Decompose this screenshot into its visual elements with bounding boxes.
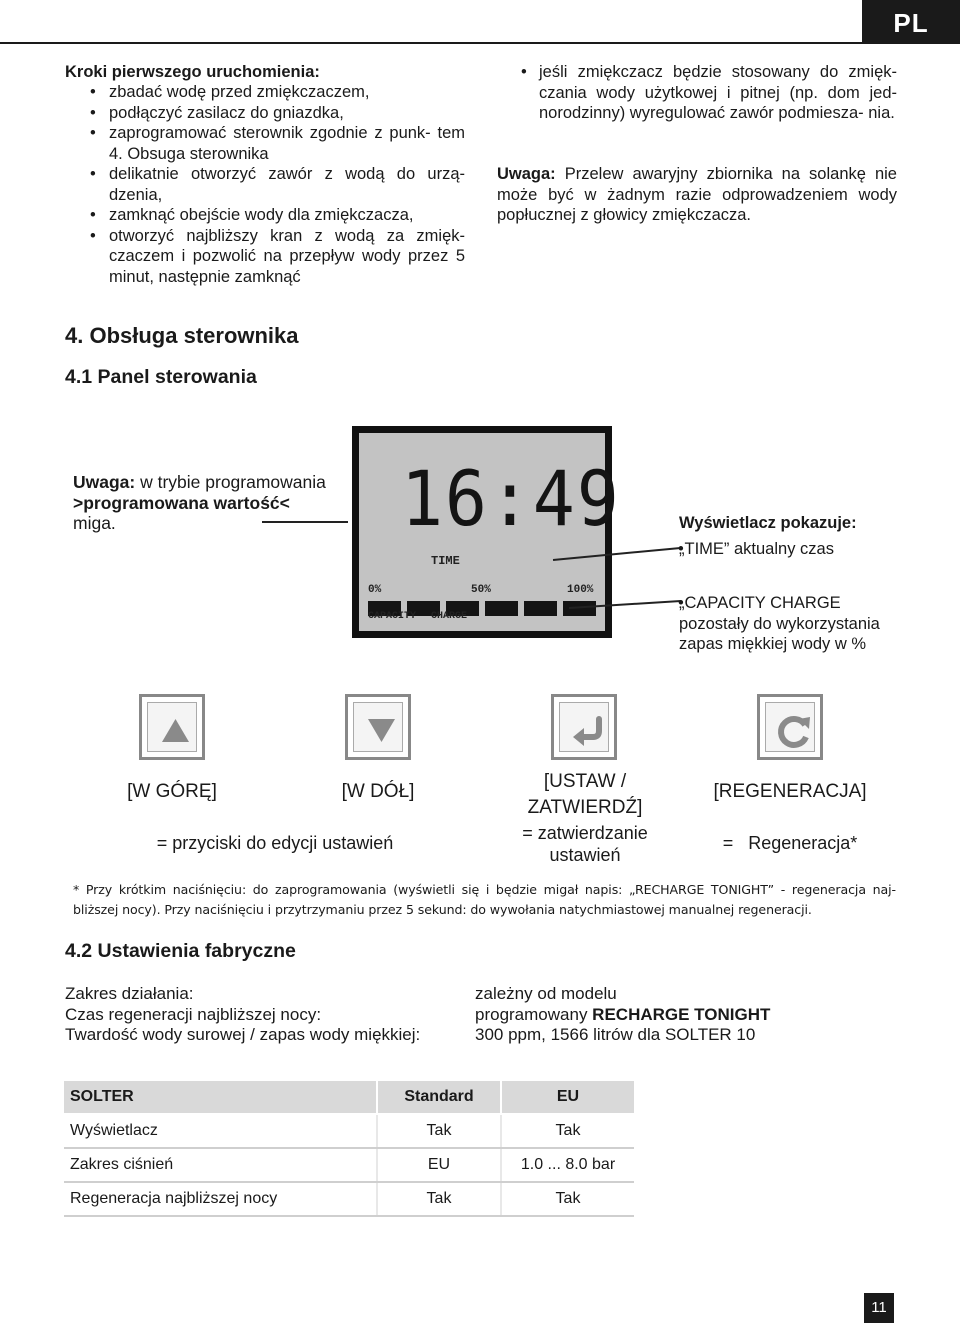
capacity-segment — [524, 601, 557, 616]
capacity-segment — [485, 601, 518, 616]
table-header: EU — [501, 1081, 634, 1114]
set-confirm-button[interactable] — [551, 694, 617, 760]
lcd-percent-100: 100% — [567, 584, 594, 596]
lcd-percent-0: 0% — [368, 584, 382, 596]
list-item: • zbadać wodę przed zmiękczaczem, — [65, 82, 465, 103]
up-triangle-icon — [148, 703, 204, 759]
note-text-bold: >programowana wartość< — [73, 492, 290, 513]
programming-note — [73, 472, 326, 534]
desc-line: ustawień — [549, 845, 621, 865]
first-run-title: Kroki pierwszego uruchomienia: — [65, 63, 320, 81]
page-number: 11 — [864, 1293, 894, 1323]
callout-line — [262, 521, 348, 523]
footnote: * Przy krótkim naciśnięciu: do zaprogramowania (wyświetli się i będzie migał napis: „RECHARGE TONIGHT” - regeneracja naj- bliższej nocy). Przy naciśnięciu i przytrzymaniu przez 5 sekund: do wywołania natychmiastowej manualnej regeneracji. — [73, 882, 896, 917]
up-button[interactable] — [139, 694, 205, 760]
note-text: Przelew awaryjny zbiornika na solankę nie może być w żadnym razie odprowadzeniem wody popłucznej z głowicy zmiękczacza. — [497, 165, 897, 224]
lcd-charge-label: CHARGE — [431, 611, 468, 622]
language-tab: PL — [862, 0, 960, 44]
enter-return-icon — [560, 703, 616, 759]
setting-value-bold: RECHARGE TONIGHT — [592, 1004, 771, 1024]
lcd-time-label: TIME — [431, 554, 460, 568]
set-button-label — [500, 769, 670, 821]
table-cell: 1.0 ... 8.0 bar — [501, 1148, 634, 1182]
subsection-title: 4.1 Panel sterowania — [65, 366, 257, 388]
table-cell: Wyświetlacz — [64, 1114, 377, 1148]
display-shows-list — [653, 539, 903, 560]
capacity-segment — [563, 601, 596, 616]
list-item: • „TIME” aktualny czas — [653, 539, 903, 560]
table-cell: Tak — [377, 1182, 501, 1216]
lcd-capacity-label: CAPACITY — [368, 611, 417, 622]
first-run-list — [65, 82, 465, 287]
table-row — [64, 1114, 634, 1148]
section-title: 4. Obsługa sterownika — [65, 323, 299, 348]
table-cell: Zakres ciśnień — [64, 1148, 377, 1182]
lcd-percent-50: 50% — [471, 584, 491, 596]
first-run-list-continued — [497, 62, 897, 124]
table-row — [64, 1182, 634, 1216]
up-button-label: [W GÓRĘ] — [127, 781, 217, 802]
setting-label: Zakres działania: — [65, 984, 194, 1003]
setting-value: programowany — [475, 1004, 593, 1024]
factory-labels — [65, 984, 420, 1046]
factory-values — [475, 984, 770, 1046]
table-cell: EU — [377, 1148, 501, 1182]
lcd-time: 16:49 — [401, 454, 621, 543]
factory-settings-title: 4.2 Ustawienia fabryczne — [65, 940, 296, 962]
regeneration-description: = Regeneracja* — [722, 833, 858, 853]
list-item: • delikatnie otworzyć zawór z wodą do urzą- dzenia, — [65, 164, 465, 205]
note-text: miga. — [73, 513, 116, 533]
note-label: Uwaga: — [73, 472, 136, 492]
label-line: ZATWIERDŹ] — [527, 797, 643, 818]
edit-buttons-description: = przyciski do edycji ustawień — [156, 833, 394, 853]
note-text: w trybie programowania — [140, 472, 326, 492]
label-line: [USTAW / — [543, 771, 627, 792]
table-header: Standard — [377, 1081, 501, 1114]
down-triangle-icon — [354, 703, 410, 759]
list-item: • jeśli zmiękczacz będzie stosowany do zmięk- czania wody użytkowej i pitnej (np. dom jed- norodzinny) wyregulować zawór podmiesza- nia. — [497, 62, 897, 124]
list-item: • zamknąć obejście wody dla zmiękczacza, — [65, 205, 465, 226]
refresh-icon — [766, 703, 822, 759]
header-rule — [0, 42, 862, 44]
setting-value: 300 ppm, 1566 litrów dla SOLTER 10 — [475, 1025, 756, 1044]
list-item: • otworzyć najbliższy kran z wodą za zmięk- czaczem i pozwolić na przepływ wody przez 5 minut, następnie zamknąć — [65, 226, 465, 288]
regeneration-button[interactable] — [757, 694, 823, 760]
table-cell: Regeneracja najbliższej nocy — [64, 1182, 377, 1216]
spec-table — [64, 1081, 634, 1217]
display-shows-title: Wyświetlacz pokazuje: — [679, 514, 857, 532]
table-cell: Tak — [501, 1114, 634, 1148]
list-item: • zaprogramować sterownik zgodnie z punk- tem 4. Obsuga sterownika — [65, 123, 465, 164]
brine-overflow-note — [497, 164, 897, 226]
table-header-row — [64, 1081, 634, 1114]
display-shows-list — [653, 593, 903, 655]
setting-label: Czas regeneracji najbliższej nocy: — [65, 1004, 322, 1024]
confirm-description — [500, 822, 670, 866]
table-cell: Tak — [501, 1182, 634, 1216]
lcd-screen — [359, 433, 621, 631]
table-row — [64, 1148, 634, 1182]
list-item: • podłączyć zasilacz do gniazdka, — [65, 103, 465, 124]
setting-label: Twardość wody surowej / zapas wody miękkiej: — [65, 1025, 421, 1044]
regeneration-button-label: [REGENERACJA] — [713, 781, 867, 802]
down-button-label: [W DÓŁ] — [341, 781, 415, 802]
list-item: • „CAPACITY CHARGE pozostały do wykorzystania zapas miękkiej wody w % — [653, 593, 903, 655]
table-cell: Tak — [377, 1114, 501, 1148]
setting-value: zależny od modelu — [475, 984, 617, 1003]
table-header: SOLTER — [64, 1081, 377, 1114]
note-label: Uwaga: — [497, 165, 556, 183]
desc-line: = zatwierdzanie — [522, 823, 648, 843]
down-button[interactable] — [345, 694, 411, 760]
